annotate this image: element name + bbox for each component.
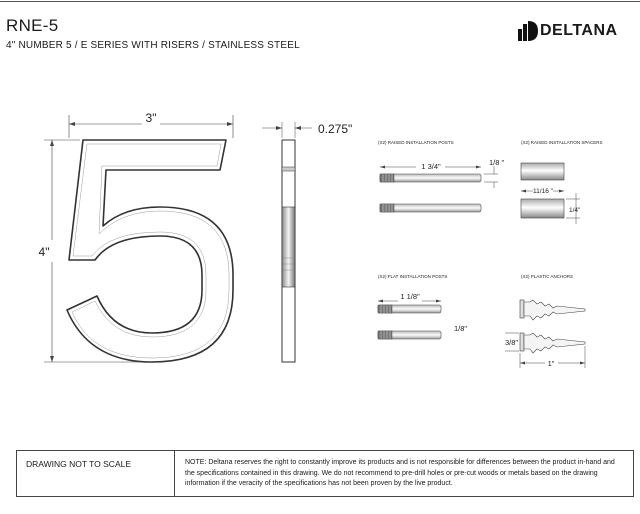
raised-spacer-1	[521, 163, 564, 180]
raised-post-2	[380, 204, 481, 212]
height-label: 4"	[38, 245, 50, 259]
thickness-label: 0.275"	[318, 122, 353, 136]
raised-post-diameter-label: 1/8 "	[489, 158, 505, 167]
number-five-side-view	[262, 122, 352, 362]
raised-posts-title: (X2) RAISED INSTALLATION POSTS	[378, 140, 454, 145]
flat-post-2	[378, 331, 441, 339]
scale-note: DRAWING NOT TO SCALE	[26, 459, 132, 469]
plastic-anchor-2	[520, 333, 585, 353]
raised-spacer-height-label: 1/4"	[569, 207, 581, 214]
disclaimer-note: NOTE: Deltana reserves the right to constantly improve its products and is not responsible for differences between the product in-hand and the specifications contained in this drawing. We do not recommend to pre-drill holes or pre-cut woods or metals based on the drawing information if the veracity of the specifications has not been proven by the live product.	[185, 459, 615, 487]
anchor-diameter-label: 3/8"	[505, 338, 519, 347]
flat-post-diameter-label: 1/8"	[454, 324, 468, 333]
raised-post-1	[380, 174, 481, 182]
number-five-front-view	[67, 140, 233, 362]
anchor-length-label: 1"	[547, 359, 555, 368]
plastic-anchor-1	[520, 300, 585, 320]
raised-spacer-2	[521, 199, 564, 218]
raised-post-length-label: 1 3/4"	[421, 162, 441, 171]
logo-text: DELTANA	[540, 22, 618, 39]
flat-posts-title: (X2) FLAT INSTALLATION POSTS	[378, 274, 448, 279]
plastic-anchors-section	[505, 274, 585, 368]
footer-notes	[16, 450, 634, 497]
page-title: RNE-5	[6, 16, 59, 35]
flat-posts-section	[378, 274, 467, 339]
raised-spacers-section	[521, 140, 603, 224]
raised-spacers-title: (X2) RAISED INSTALLATION SPACERS	[521, 140, 603, 145]
plastic-anchors-title: (X2) PLASTIC ANCHORS	[521, 274, 574, 279]
raised-spacer-length-label: 11/16 "	[533, 188, 553, 195]
raised-posts-section	[378, 140, 505, 212]
page-subtitle: 4" NUMBER 5 / E SERIES WITH RISERS / STAINLESS STEEL	[6, 40, 300, 51]
footer-divider	[174, 451, 175, 496]
flat-post-length-label: 1 1/8"	[400, 292, 420, 301]
flat-post-1	[378, 305, 441, 313]
width-dimension	[69, 111, 233, 138]
width-label: 3"	[145, 111, 157, 125]
